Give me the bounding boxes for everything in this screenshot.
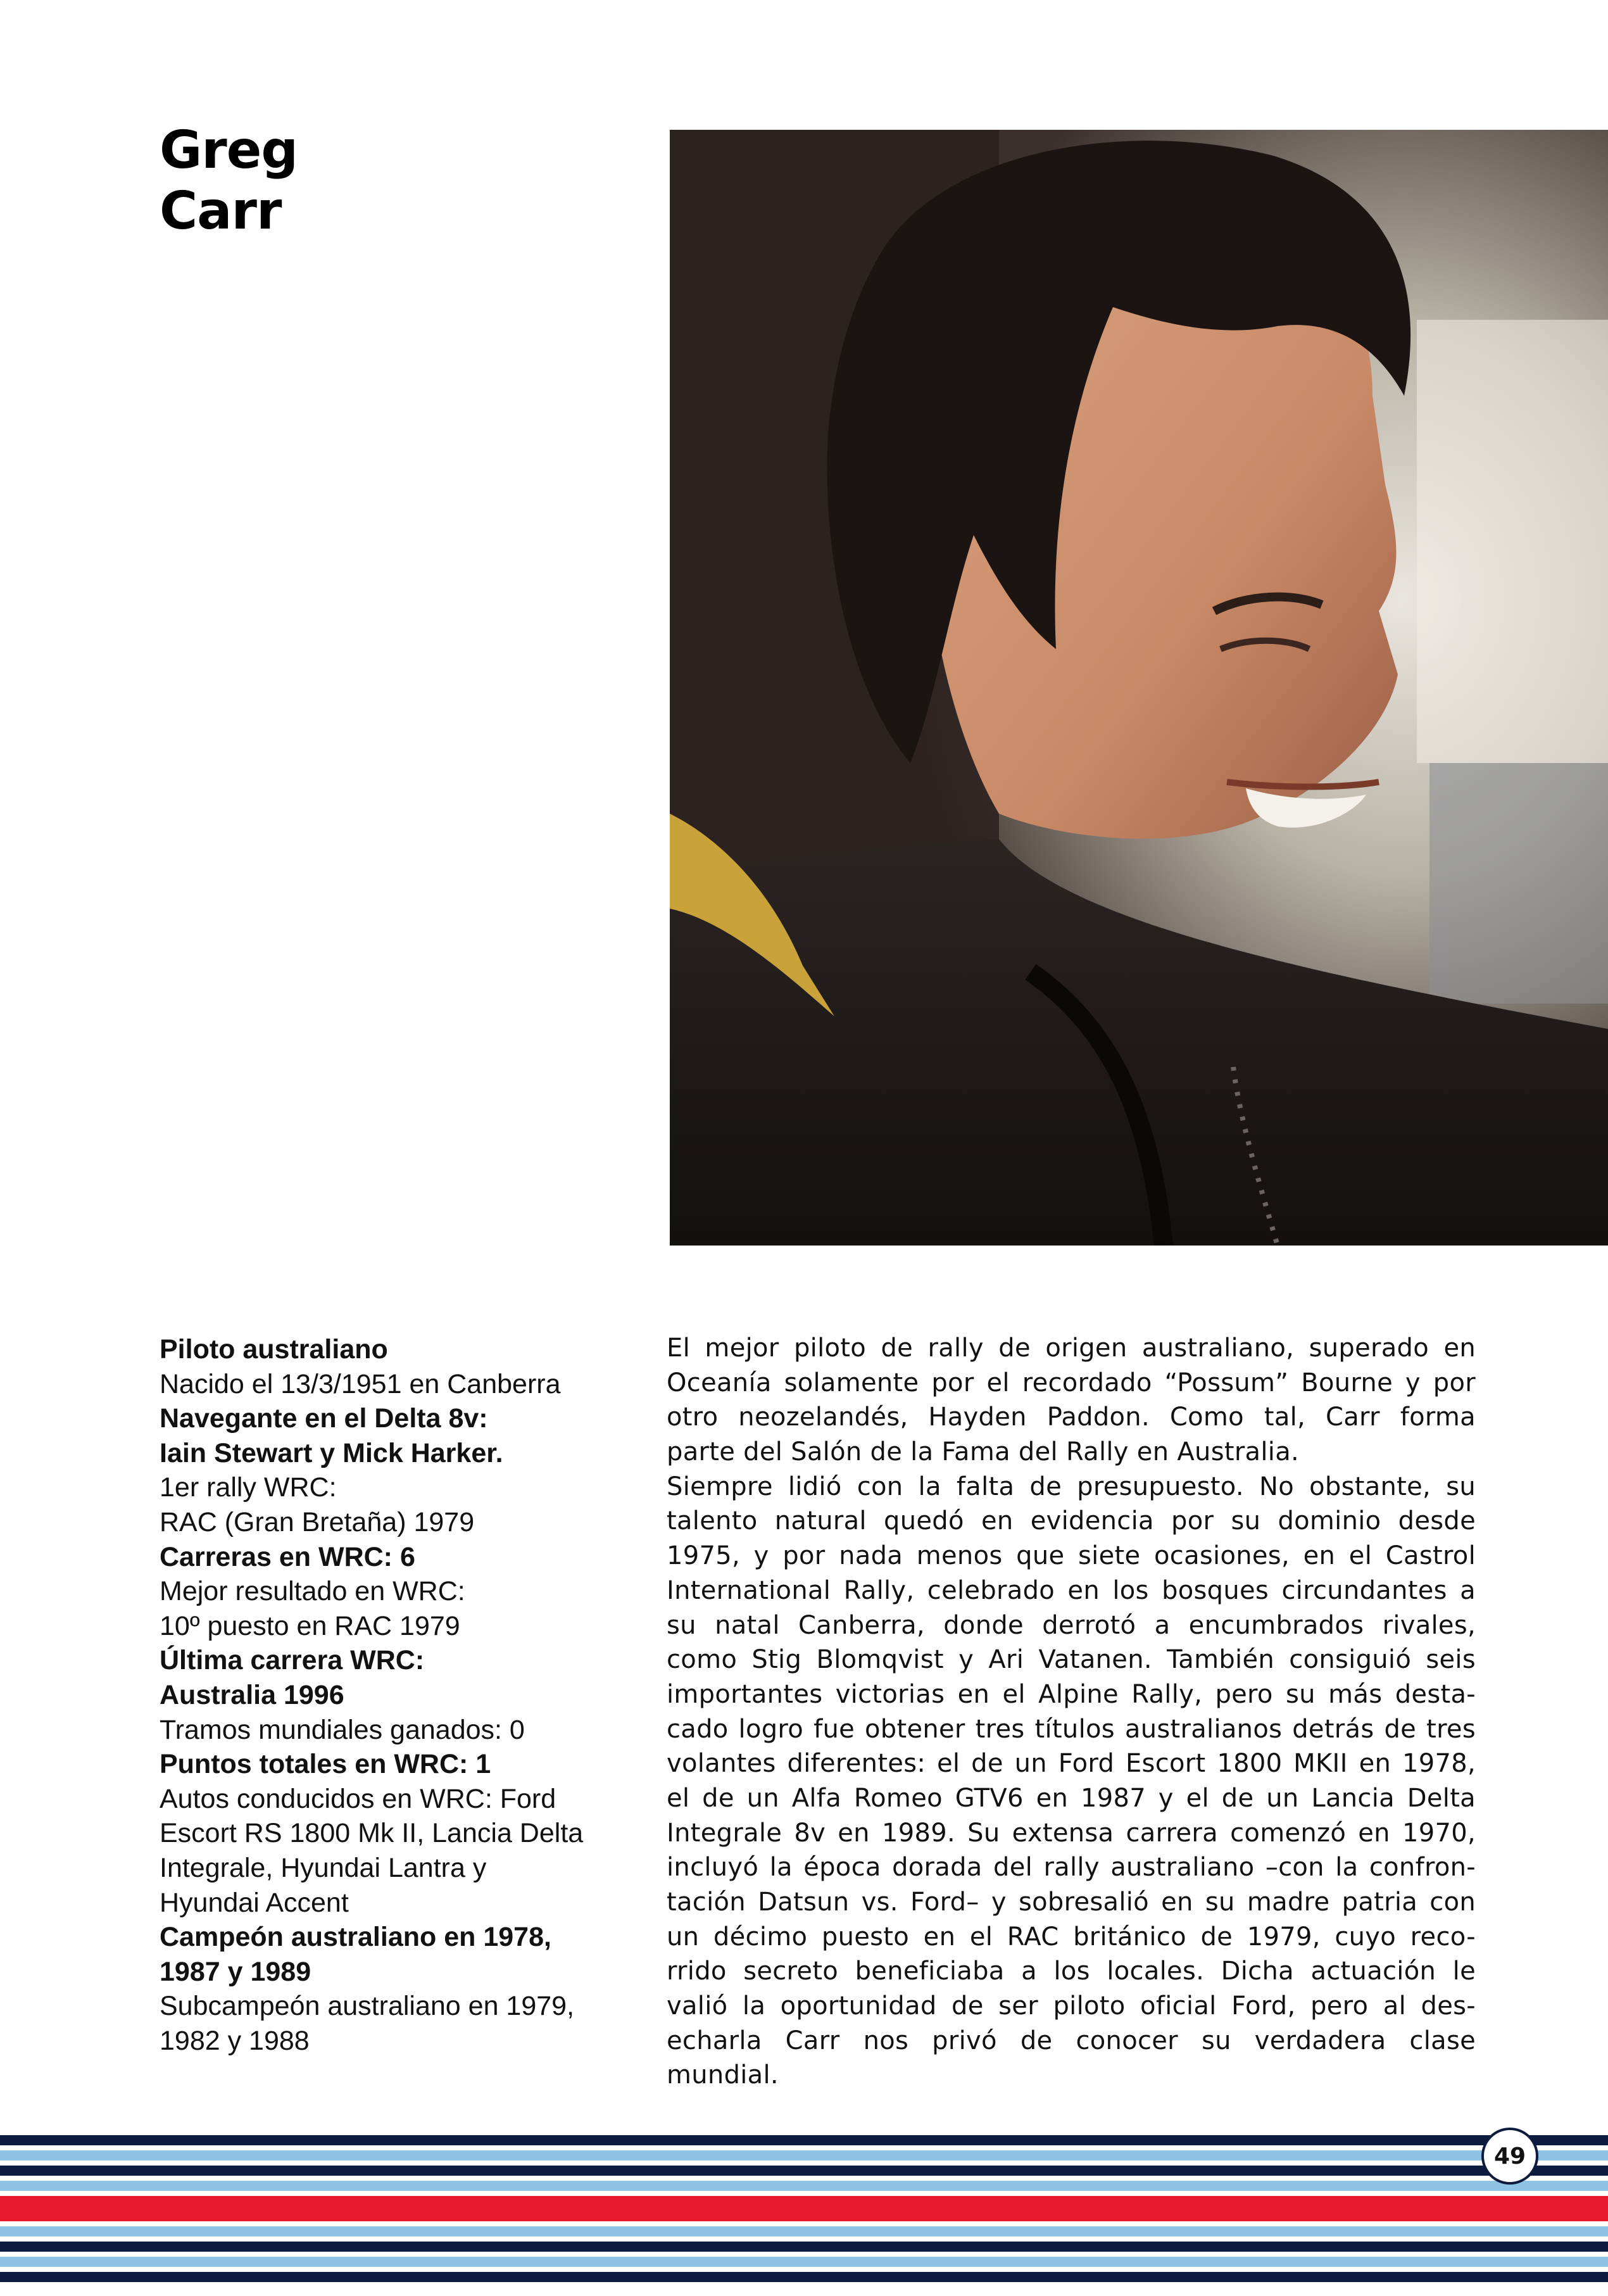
biography-line: Integrale 8v en 1989. Su extensa carrera comenzó en 1970,	[667, 1818, 1476, 1848]
fact-line: Escort RS 1800 Mk II, Lancia Delta	[160, 1818, 584, 1849]
biography-line: valió la oportunidad de ser piloto oficial Ford, pero al des-	[667, 1991, 1476, 2021]
footer-stripes	[0, 2135, 1608, 2296]
fact-line: 10º puesto en RAC 1979	[160, 1610, 460, 1641]
biography-line: incluyó la época dorada del rally australiano –con la confron-	[667, 1853, 1476, 1883]
fact-line: Campeón australiano en 1978,	[160, 1922, 551, 1953]
biography-line: International Rally, celebrado en los bosques circundantes a	[667, 1575, 1476, 1605]
biography-line: Oceanía solamente por el recordado “Possum” Bourne y por	[667, 1368, 1476, 1397]
fact-line: Navegante en el Delta 8v:	[160, 1403, 488, 1434]
biography-line: parte del Salón de la Fama del Rally en Australia.	[667, 1437, 1300, 1467]
biography-line: otro neozelandés, Hayden Paddon. Como tal, Carr forma	[667, 1403, 1476, 1432]
biography-line: volantes diferentes: el de un Ford Escort 1800 MKII en 1978,	[667, 1749, 1476, 1779]
portrait-illustration	[670, 130, 1608, 1246]
biography-line: echarla Carr nos privó de conocer su verdadera clase	[667, 2026, 1476, 2055]
fact-line: Australia 1996	[160, 1679, 344, 1710]
fact-line: 1er rally WRC:	[160, 1472, 337, 1503]
biography-line: talento natural quedó en evidencia por su dominio desde	[667, 1506, 1476, 1536]
fact-line: RAC (Gran Bretaña) 1979	[160, 1506, 475, 1537]
biography-line: como Stig Blomqvist y Ari Vatanen. También consiguió seis	[667, 1645, 1476, 1675]
fact-line: Iain Stewart y Mick Harker.	[160, 1437, 503, 1468]
fact-line: Nacido el 13/3/1951 en Canberra	[160, 1368, 561, 1399]
fact-line: Tramos mundiales ganados: 0	[160, 1714, 525, 1745]
fact-line: Puntos totales en WRC: 1	[160, 1749, 491, 1780]
portrait-photo	[670, 130, 1608, 1246]
fact-line: 1987 y 1989	[160, 1956, 311, 1987]
fact-line: Piloto australiano	[160, 1334, 388, 1365]
fact-line: Mejor resultado en WRC:	[160, 1576, 465, 1607]
biography-text	[667, 1331, 1476, 2093]
fact-line: Integrale, Hyundai Lantra y	[160, 1852, 487, 1883]
fact-line: Hyundai Accent	[160, 1887, 349, 1918]
fact-line: 1982 y 1988	[160, 2025, 310, 2056]
fact-line: Subcampeón australiano en 1979,	[160, 1991, 575, 2022]
biography-line: El mejor piloto de rally de origen australiano, superado en	[667, 1334, 1476, 1363]
title-last-name: Carr	[160, 181, 282, 241]
biography-line: mundial.	[667, 2060, 779, 2090]
biography-line: rrido secreto beneficiaba a los locales. Dicha actuación le	[667, 1957, 1476, 1986]
biography-line: su natal Canberra, donde derrotó a encumbrados rivales,	[667, 1610, 1476, 1640]
driver-facts	[160, 1332, 603, 2058]
biography-line: Siempre lidió con la falta de presupuesto. No obstante, su	[667, 1472, 1476, 1501]
fact-line: Autos conducidos en WRC: Ford	[160, 1783, 556, 1814]
page-number: 49	[1481, 2128, 1538, 2185]
title-first-name: Greg	[160, 120, 298, 180]
biography-line: importantes victorias en el Alpine Rally, pero su más desta-	[667, 1679, 1476, 1709]
biography-line: un décimo puesto en el RAC británico de 1979, cuyo reco-	[667, 1922, 1476, 1952]
page-title	[160, 120, 298, 242]
biography-line: el de un Alfa Romeo GTV6 en 1987 y el de un Lancia Delta	[667, 1783, 1476, 1813]
biography-line: tación Datsun vs. Ford– y sobresalió en su madre patria con	[667, 1888, 1476, 1917]
biography-line: cado logro fue obtener tres títulos australianos detrás de tres	[667, 1714, 1476, 1744]
fact-line: Última carrera WRC:	[160, 1645, 425, 1676]
fact-line: Carreras en WRC: 6	[160, 1541, 415, 1572]
biography-line: 1975, y por nada menos que siete ocasiones, en el Castrol	[667, 1541, 1476, 1571]
